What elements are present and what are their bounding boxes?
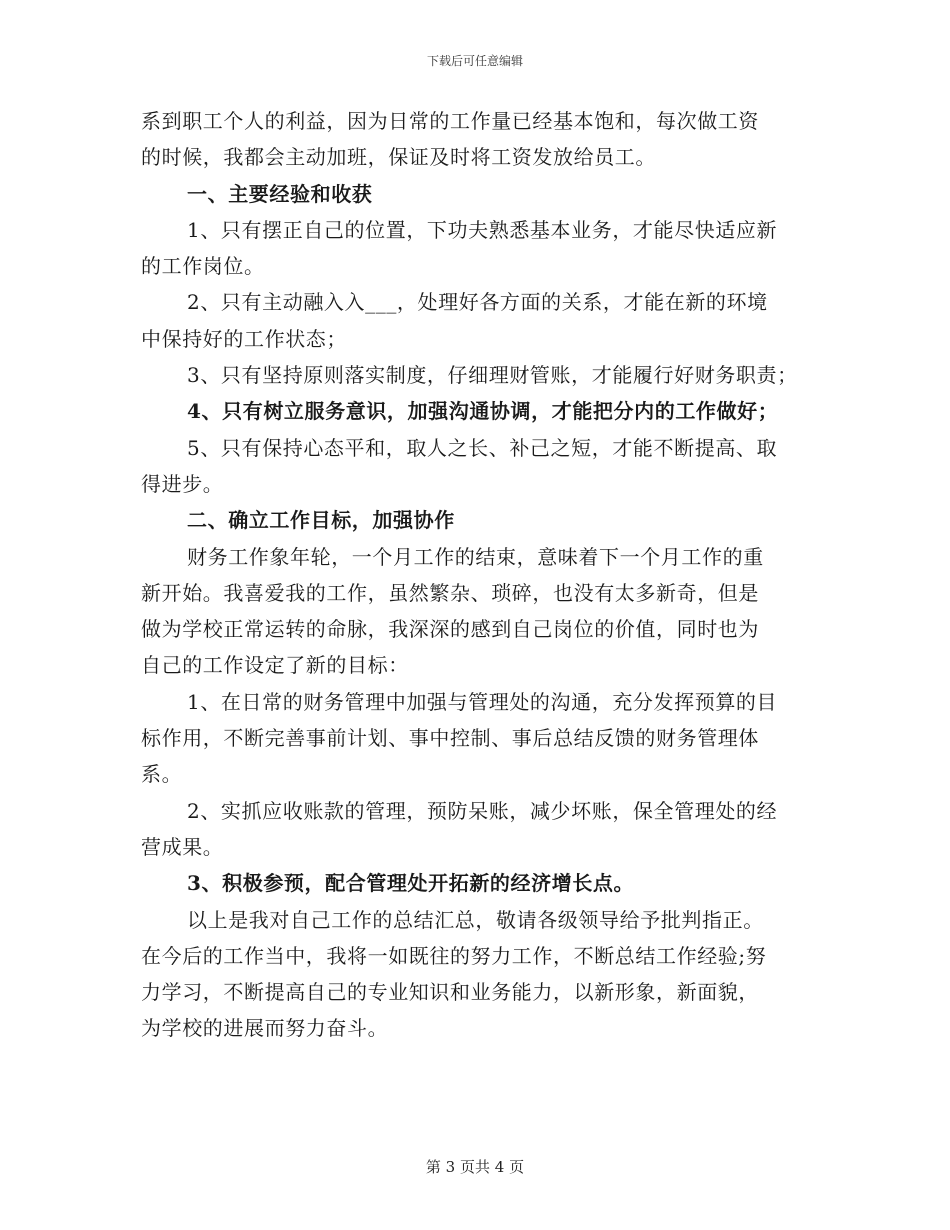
- text-line: 2、只有主动融入入___，处理好各方面的关系，才能在新的环境: [187, 290, 768, 315]
- text-line: 自己的工作设定了新的目标：: [141, 653, 409, 678]
- page-footer: 第 3 页共 4 页: [425, 1158, 525, 1176]
- text-line: 财务工作象年轮，一个月工作的结束，意味着下一个月工作的重: [187, 544, 764, 569]
- text-line: 标作用，不断完善事前计划、事中控制、事后总结反馈的财务管理体: [141, 726, 759, 751]
- text-line: 新开始。我喜爱我的工作，虽然繁杂、琐碎，也没有太多新奇，但是: [141, 580, 759, 605]
- text-line: 2、实抓应收账款的管理，预防呆账，减少坏账，保全管理处的经: [187, 798, 778, 823]
- text-line: 营成果。: [141, 834, 224, 859]
- text-line: 得进步。: [141, 471, 224, 496]
- text-line: 做为学校正常运转的命脉，我深深的感到自己岗位的价值，同时也为: [141, 617, 759, 642]
- text-line: 为学校的进展而努力奋斗。: [141, 1016, 389, 1041]
- text-line: 的时候，我都会主动加班，保证及时将工资发放给员工。: [141, 145, 656, 170]
- text-line: 以上是我对自己工作的总结汇总，敬请各级领导给予批判指正。: [187, 907, 764, 932]
- page-header: 下载后可任意编辑: [426, 54, 523, 68]
- text-line: 的工作岗位。: [141, 254, 265, 279]
- section-heading-line: 4、只有树立服务意识，加强沟通协调，才能把分内的工作做好；: [187, 399, 779, 424]
- text-line: 1、在日常的财务管理中加强与管理处的沟通，充分发挥预算的目: [187, 689, 778, 714]
- text-line: 系。: [141, 762, 183, 787]
- section-heading-line: 一、主要经验和收获: [187, 181, 373, 206]
- section-heading-line: 3、积极参预，配合管理处开拓新的经济增长点。: [187, 871, 635, 896]
- text-line: 中保持好的工作状态；: [141, 326, 347, 351]
- text-line: 在今后的工作当中，我将一如既往的努力工作，不断总结工作经验;努: [141, 943, 767, 968]
- text-line: 力学习，不断提高自己的专业知识和业务能力，以新形象，新面貌，: [141, 980, 759, 1005]
- document-body: [141, 103, 806, 1047]
- text-line: 系到职工个人的利益，因为日常的工作量已经基本饱和，每次做工资: [141, 109, 759, 133]
- text-line: 1、只有摆正自己的位置，下功夫熟悉基本业务，才能尽快适应新: [187, 217, 778, 242]
- section-heading-line: 二、确立工作目标，加强协作: [187, 508, 455, 533]
- text-line: 3、只有坚持原则落实制度，仔细理财管账，才能履行好财务职责；: [187, 363, 798, 388]
- text-line: 5、只有保持心态平和，取人之长、补己之短，才能不断提高、取: [187, 435, 778, 460]
